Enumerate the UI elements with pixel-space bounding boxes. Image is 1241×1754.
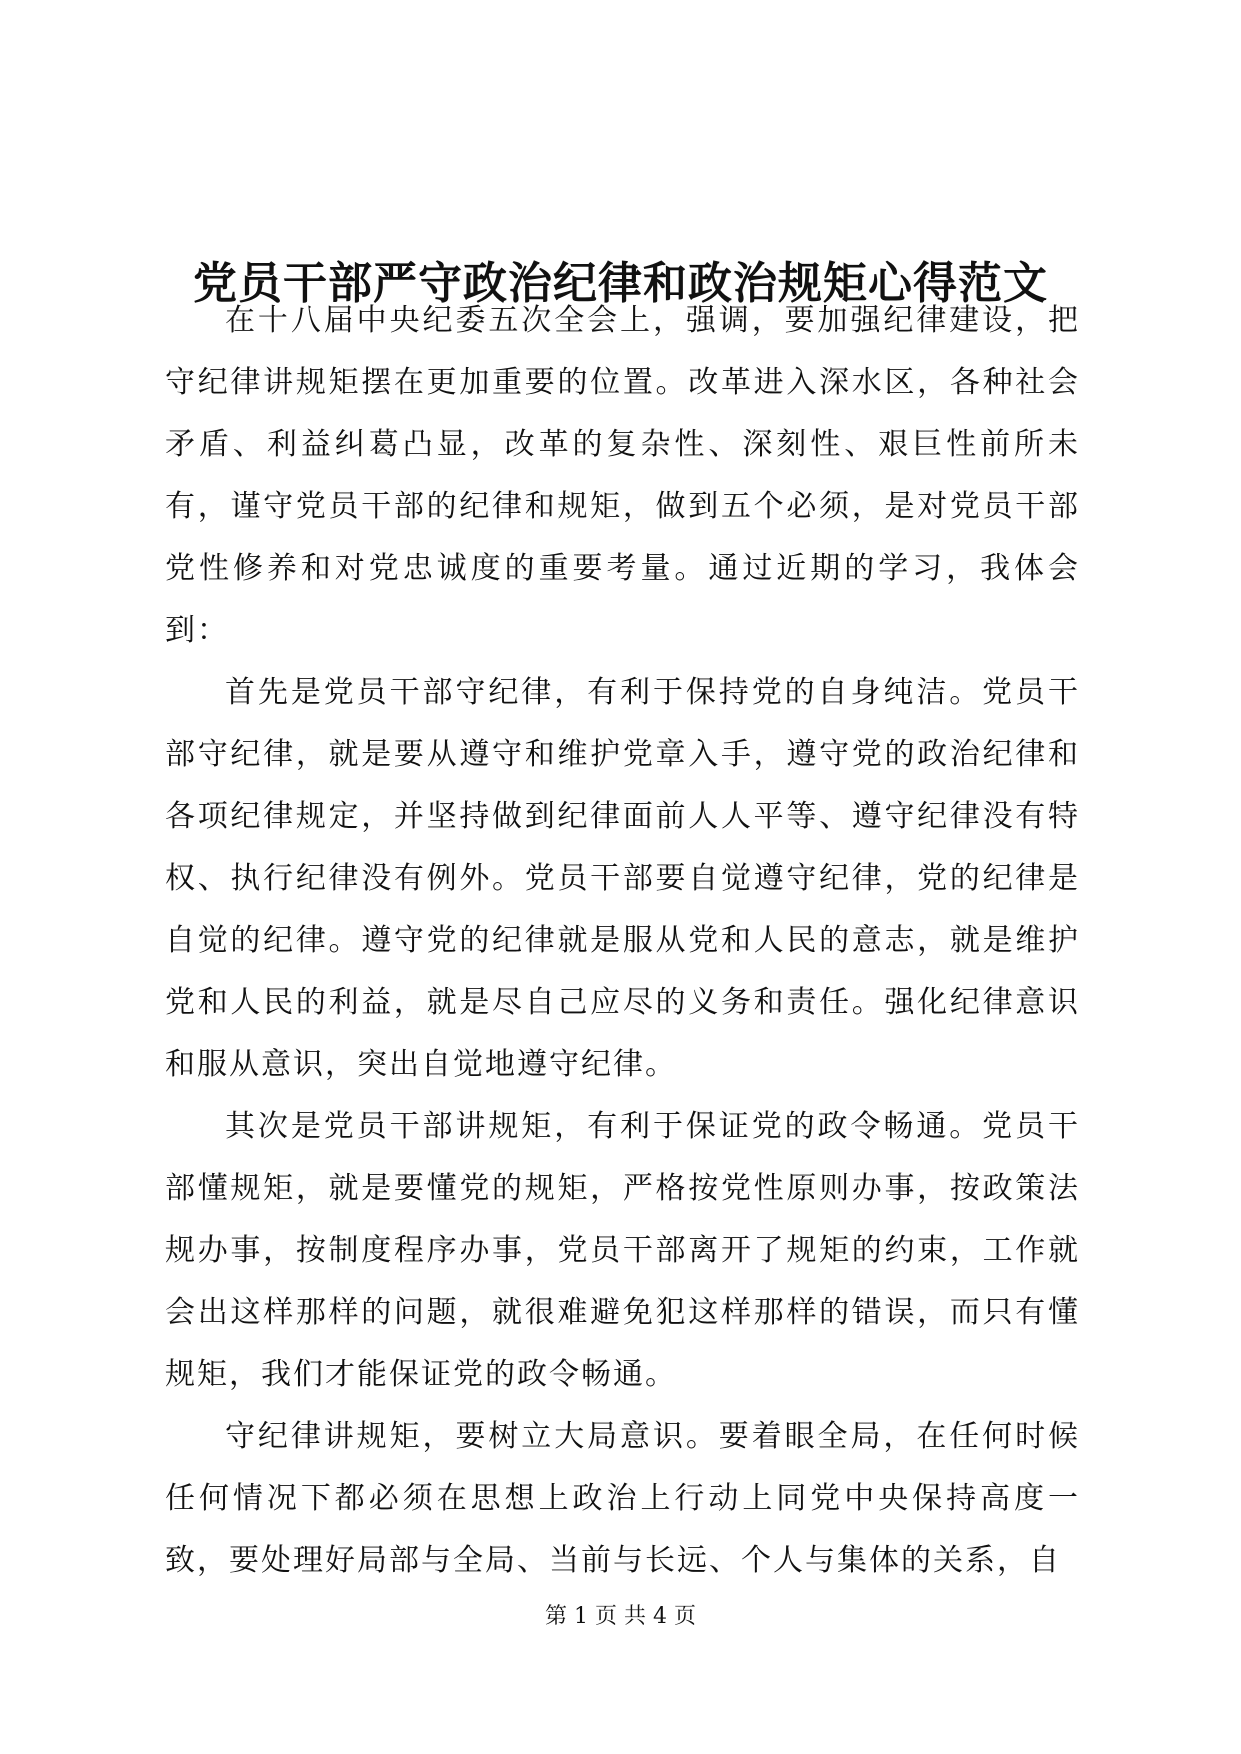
paragraph-4: 守纪律讲规矩，要树立大局意识。要着眼全局，在任何时候任何情况下都必须在思想上政治上行动上同党中央保持高度一致，要处理好局部与全局、当前与长远、个人与集体的关系，自 [165, 1419, 1080, 1578]
document-body [165, 290, 1080, 1592]
paragraph-1: 在十八届中央纪委五次全会上，强调，要加强纪律建设，把守纪律讲规矩摆在更加重要的位置。改革进入深水区，各种社会矛盾、利益纠葛凸显，改革的复杂性、深刻性、艰巨性前所未有，谨守党员干部的纪律和规矩，做到五个必须，是对党员干部党性修养和对党忠诚度的重要考量。通过近期的学习，我体会到： [165, 303, 1080, 648]
paragraph-3: 其次是党员干部讲规矩，有利于保证党的政令畅通。党员干部懂规矩，就是要懂党的规矩，严格按党性原则办事，按政策法规办事，按制度程序办事，党员干部离开了规矩的约束，工作就会出这样那样的问题，就很难避免犯这样那样的错误，而只有懂规矩，我们才能保证党的政令畅通。 [165, 1109, 1080, 1392]
page-footer [0, 1602, 1241, 1632]
paragraph-2: 首先是党员干部守纪律，有利于保持党的自身纯洁。党员干部守纪律，就是要从遵守和维护党章入手，遵守党的政治纪律和各项纪律规定，并坚持做到纪律面前人人平等、遵守纪律没有特权、执行纪律没有例外。党员干部要自觉遵守纪律，党的纪律是自觉的纪律。遵守党的纪律就是服从党和人民的意志，就是维护党和人民的利益，就是尽自己应尽的义务和责任。强化纪律意识和服从意识，突出自觉地遵守纪律。 [165, 675, 1080, 1082]
page-number-indicator: 第 1 页 共 4 页 [545, 1604, 696, 1629]
document-title: 党员干部严守政治纪律和政治规矩心得范文 [193, 258, 1048, 310]
